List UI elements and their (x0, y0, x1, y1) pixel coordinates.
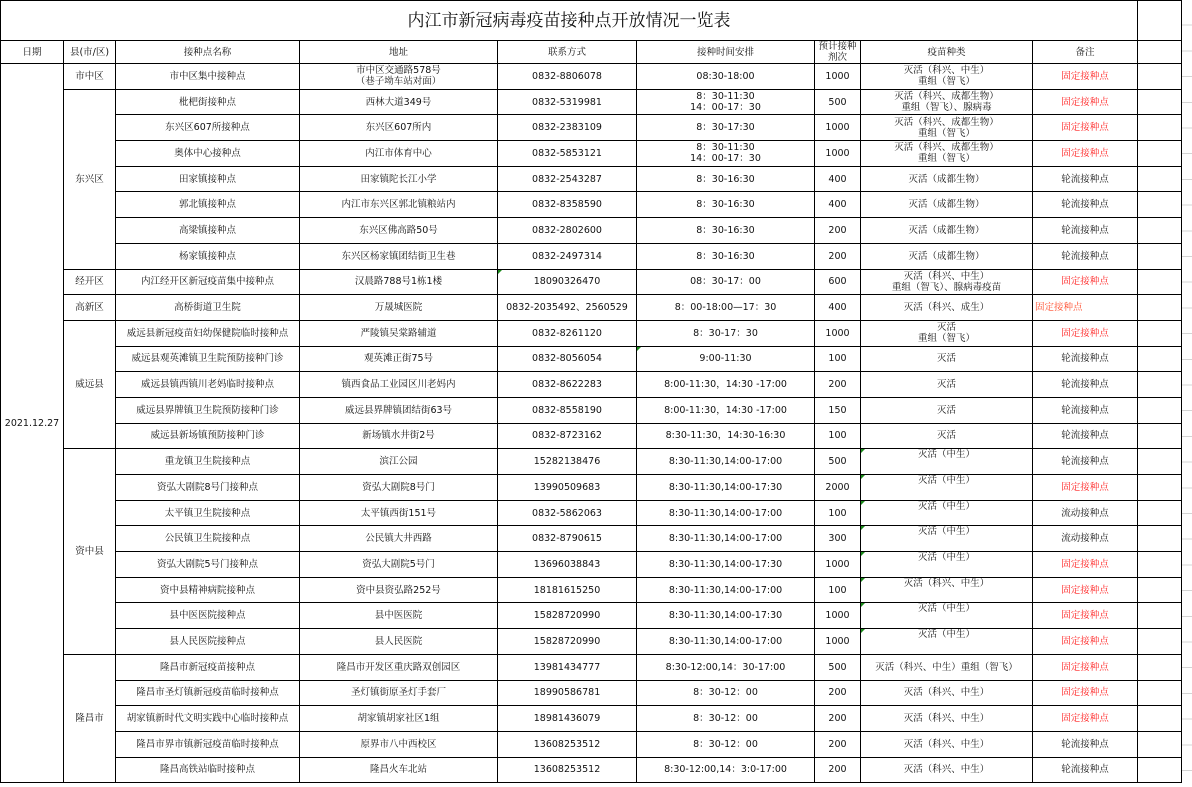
note-cell[interactable]: 轮流接种点 (1033, 731, 1138, 757)
site-name-cell[interactable]: 东兴区607所接种点 (116, 115, 300, 141)
phone-cell[interactable]: 18090326470 (498, 269, 637, 295)
schedule-cell[interactable]: 8：30-11:30 14：00-17：30 (637, 141, 815, 167)
note-cell[interactable]: 固定接种点 (1033, 577, 1138, 603)
empty-cell[interactable] (1138, 346, 1182, 372)
note-cell[interactable]: 轮流接种点 (1033, 166, 1138, 192)
doses-cell[interactable]: 1000 (815, 629, 861, 655)
address-cell[interactable]: 新场镇水井街2号 (300, 423, 498, 449)
empty-cell[interactable] (1138, 295, 1182, 321)
note-cell[interactable]: 固定接种点 (1033, 680, 1138, 706)
header-row (1, 41, 1182, 64)
vaccine-type-cell[interactable]: 灭活 (861, 372, 1033, 398)
empty-cell[interactable] (1138, 166, 1182, 192)
vaccine-type-cell[interactable]: 灭活（科兴、成都生物） 重组（智飞） (861, 115, 1033, 141)
site-name-cell[interactable]: 隆昌市圣灯镇新冠疫苗临时接种点 (116, 680, 300, 706)
note-cell[interactable]: 轮流接种点 (1033, 243, 1138, 269)
sheet-gridlines (1181, 0, 1192, 787)
note-cell[interactable]: 固定接种点 (1033, 603, 1138, 629)
address-cell[interactable]: 严陵镇吴棠路辅道 (300, 320, 498, 346)
vaccine-type-cell[interactable]: 灭活（科兴、中生） (861, 757, 1033, 783)
doses-cell[interactable]: 600 (815, 269, 861, 295)
note-cell[interactable]: 固定接种点 (1033, 706, 1138, 732)
vaccine-type-cell[interactable]: 灭活（成都生物） (861, 166, 1033, 192)
doses-cell[interactable]: 1000 (815, 320, 861, 346)
address-cell[interactable]: 镇西食品工业园区川老妈内 (300, 372, 498, 398)
address-cell[interactable]: 威远县界牌镇团结街63号 (300, 397, 498, 423)
schedule-cell[interactable]: 8：30-16:30 (637, 166, 815, 192)
schedule-cell[interactable]: 8：30-12：00 (637, 731, 815, 757)
title-row (1, 1, 1182, 41)
doses-cell[interactable]: 400 (815, 166, 861, 192)
phone-cell[interactable]: 0832-8358590 (498, 192, 637, 218)
site-name-cell[interactable]: 奥体中心接种点 (116, 141, 300, 167)
doses-cell[interactable]: 500 (815, 449, 861, 475)
schedule-cell[interactable]: 8:30-11:30，14:30-16:30 (637, 423, 815, 449)
vaccine-type-cell[interactable]: 灭活（中生） (861, 449, 1033, 475)
site-name-cell[interactable]: 威远县新场镇预防接种门诊 (116, 423, 300, 449)
phone-cell[interactable]: 0832-8723162 (498, 423, 637, 449)
table-row (1, 500, 1182, 526)
schedule-cell[interactable]: 8:30-11:30,14:00-17:00 (637, 526, 815, 552)
table-row (1, 141, 1182, 167)
site-name-cell[interactable]: 威远县新冠疫苗妇幼保健院临时接种点 (116, 320, 300, 346)
doses-cell[interactable]: 400 (815, 192, 861, 218)
doses-cell[interactable]: 200 (815, 731, 861, 757)
note-cell[interactable]: 轮流接种点 (1033, 346, 1138, 372)
note-cell[interactable]: 固定接种点 (1033, 295, 1138, 321)
site-name-cell[interactable]: 胡家镇新时代文明实践中心临时接种点 (116, 706, 300, 732)
table-row (1, 577, 1182, 603)
vaccine-type-cell[interactable]: 灭活（科兴、中生） (861, 680, 1033, 706)
vaccine-type-cell[interactable]: 灭活（中生） (861, 500, 1033, 526)
site-name-cell[interactable]: 县中医医院接种点 (116, 603, 300, 629)
site-name-cell[interactable]: 隆昌市界市镇新冠疫苗临时接种点 (116, 731, 300, 757)
site-name-cell[interactable]: 资弘大剧院8号门接种点 (116, 475, 300, 501)
vaccine-type-cell[interactable]: 灭活 (861, 346, 1033, 372)
site-name-cell[interactable]: 内江经开区新冠疫苗集中接种点 (116, 269, 300, 295)
schedule-cell[interactable]: 8：30-16:30 (637, 243, 815, 269)
site-name-cell[interactable]: 隆昌高铁站临时接种点 (116, 757, 300, 783)
vaccine-type-cell[interactable]: 灭活（科兴、成都生物） 重组（智飞） (861, 141, 1033, 167)
table-row (1, 320, 1182, 346)
note-cell[interactable]: 轮流接种点 (1033, 757, 1138, 783)
site-name-cell[interactable]: 市中区集中接种点 (116, 64, 300, 90)
district-cell[interactable]: 资中县 (64, 449, 116, 655)
doses-cell[interactable]: 200 (815, 372, 861, 398)
vaccine-type-cell[interactable]: 灭活（科兴、中生） 重组（智飞）、腺病毒疫苗 (861, 269, 1033, 295)
note-cell[interactable]: 固定接种点 (1033, 552, 1138, 578)
site-name-cell[interactable]: 公民镇卫生院接种点 (116, 526, 300, 552)
address-cell[interactable]: 东兴区607所内 (300, 115, 498, 141)
vaccine-type-cell[interactable]: 灭活（成都生物） (861, 192, 1033, 218)
vaccine-type-cell[interactable]: 灭活（科兴、成生） (861, 295, 1033, 321)
schedule-cell[interactable]: 8：30-11:30 14：00-17：30 (637, 89, 815, 115)
vaccine-type-cell[interactable]: 灭活 (861, 423, 1033, 449)
schedule-cell[interactable]: 8：30-17：30 (637, 320, 815, 346)
vaccine-type-cell[interactable]: 灭活（科兴、中生）重组（智飞） (861, 654, 1033, 680)
table-row (1, 397, 1182, 423)
note-cell[interactable]: 轮流接种点 (1033, 218, 1138, 244)
empty-cell[interactable] (1138, 731, 1182, 757)
schedule-cell[interactable]: 8:30-11:30,14:00-17:30 (637, 475, 815, 501)
doses-cell[interactable]: 200 (815, 680, 861, 706)
phone-cell[interactable]: 13608253512 (498, 757, 637, 783)
address-cell[interactable]: 内江市体育中心 (300, 141, 498, 167)
address-cell[interactable]: 市中区交通路578号 （巷子坳车站对面） (300, 64, 498, 90)
note-cell[interactable]: 轮流接种点 (1033, 423, 1138, 449)
empty-cell[interactable] (1138, 500, 1182, 526)
header-district[interactable]: 县(市/区) (64, 41, 116, 64)
site-name-cell[interactable]: 资弘大剧院5号门接种点 (116, 552, 300, 578)
phone-cell[interactable]: 0832-5319981 (498, 89, 637, 115)
page-title: 内江市新冠病毒疫苗接种点开放情况一览表 (1, 1, 1138, 41)
address-cell[interactable]: 田家镇陀长江小学 (300, 166, 498, 192)
address-cell[interactable]: 太平镇西街151号 (300, 500, 498, 526)
note-cell[interactable]: 轮流接种点 (1033, 372, 1138, 398)
doses-cell[interactable]: 500 (815, 654, 861, 680)
note-cell[interactable]: 固定接种点 (1033, 141, 1138, 167)
vaccine-type-cell[interactable]: 灭活（科兴、中生） (861, 706, 1033, 732)
header-phone[interactable]: 联系方式 (498, 41, 637, 64)
address-cell[interactable]: 西林大道349号 (300, 89, 498, 115)
table-row (1, 115, 1182, 141)
table-row (1, 757, 1182, 783)
doses-cell[interactable]: 1000 (815, 552, 861, 578)
vaccine-type-cell[interactable]: 灭活（科兴、中生） 重组（智飞） (861, 64, 1033, 90)
vaccine-type-cell[interactable]: 灭活（中生） (861, 552, 1033, 578)
phone-cell[interactable]: 13608253512 (498, 731, 637, 757)
empty-cell[interactable] (1138, 64, 1182, 90)
doses-cell[interactable]: 1000 (815, 603, 861, 629)
header-note[interactable]: 备注 (1033, 41, 1138, 64)
vaccine-type-cell[interactable]: 灭活（中生） (861, 629, 1033, 655)
note-cell[interactable]: 轮流接种点 (1033, 449, 1138, 475)
schedule-cell[interactable]: 8：30-12：00 (637, 680, 815, 706)
empty-cell[interactable] (1138, 1, 1182, 41)
phone-cell[interactable]: 15828720990 (498, 629, 637, 655)
vaccine-type-cell[interactable]: 灭活（科兴、中生） (861, 577, 1033, 603)
schedule-cell[interactable]: 8:30-12:00,14：3:0-17:00 (637, 757, 815, 783)
empty-cell[interactable] (1138, 243, 1182, 269)
schedule-cell[interactable]: 8:30-11:30,14:00-17:00 (637, 449, 815, 475)
doses-cell[interactable]: 100 (815, 577, 861, 603)
empty-cell[interactable] (1138, 423, 1182, 449)
table-row (1, 243, 1182, 269)
header-schedule[interactable]: 接种时间安排 (637, 41, 815, 64)
schedule-cell[interactable]: 8:00-11:30，14:30 -17:00 (637, 397, 815, 423)
schedule-cell[interactable]: 8:30-11:30,14:00-17:00 (637, 500, 815, 526)
phone-cell[interactable]: 0832-5853121 (498, 141, 637, 167)
table-row (1, 475, 1182, 501)
date-cell[interactable]: 2021.12.27 (1, 64, 64, 783)
empty-cell[interactable] (1138, 475, 1182, 501)
doses-cell[interactable]: 200 (815, 757, 861, 783)
vaccine-type-cell[interactable]: 灭活（中生） (861, 603, 1033, 629)
phone-cell[interactable]: 0832-2543287 (498, 166, 637, 192)
doses-cell[interactable]: 200 (815, 218, 861, 244)
table-row (1, 346, 1182, 372)
phone-cell[interactable]: 0832-8261120 (498, 320, 637, 346)
phone-cell[interactable]: 18990586781 (498, 680, 637, 706)
vaccine-type-cell[interactable]: 灭活（科兴、中生） (861, 731, 1033, 757)
note-cell[interactable]: 固定接种点 (1033, 64, 1138, 90)
header-vaccine-type[interactable]: 疫苗种类 (861, 41, 1033, 64)
site-name-cell[interactable]: 田家镇接种点 (116, 166, 300, 192)
site-name-cell[interactable]: 高桥街道卫生院 (116, 295, 300, 321)
schedule-cell[interactable]: 8：30-16:30 (637, 192, 815, 218)
empty-cell[interactable] (1138, 526, 1182, 552)
address-cell[interactable]: 内江市东兴区郭北镇粮站内 (300, 192, 498, 218)
vaccine-type-cell[interactable]: 灭活（成都生物） (861, 218, 1033, 244)
phone-cell[interactable]: 18981436079 (498, 706, 637, 732)
empty-cell[interactable] (1138, 680, 1182, 706)
site-name-cell[interactable]: 郭北镇接种点 (116, 192, 300, 218)
schedule-cell[interactable]: 8:30-11:30,14:00-17:30 (637, 603, 815, 629)
phone-cell[interactable]: 15282138476 (498, 449, 637, 475)
table-row (1, 166, 1182, 192)
schedule-cell[interactable]: 8:30-12:00,14：30-17:00 (637, 654, 815, 680)
note-cell[interactable]: 轮流接种点 (1033, 192, 1138, 218)
table-row (1, 64, 1182, 90)
table-row (1, 423, 1182, 449)
schedule-cell[interactable]: 8：30-12：00 (637, 706, 815, 732)
empty-cell[interactable] (1138, 115, 1182, 141)
site-name-cell[interactable]: 县人民医院接种点 (116, 629, 300, 655)
site-name-cell[interactable]: 资中县精神病院接种点 (116, 577, 300, 603)
address-cell[interactable]: 东兴区杨家镇团结街卫生巷 (300, 243, 498, 269)
site-name-cell[interactable]: 太平镇卫生院接种点 (116, 500, 300, 526)
empty-cell[interactable] (1138, 41, 1182, 64)
address-cell[interactable]: 万晟城医院 (300, 295, 498, 321)
district-cell[interactable]: 隆昌市 (64, 654, 116, 782)
doses-cell[interactable]: 1000 (815, 64, 861, 90)
phone-cell[interactable]: 13981434777 (498, 654, 637, 680)
table-row (1, 449, 1182, 475)
phone-cell[interactable]: 0832-2383109 (498, 115, 637, 141)
phone-cell[interactable]: 0832-8558190 (498, 397, 637, 423)
schedule-cell[interactable]: 8:30-11:30,14:00-17:00 (637, 629, 815, 655)
note-cell[interactable]: 流动接种点 (1033, 526, 1138, 552)
table-row (1, 526, 1182, 552)
doses-cell[interactable]: 100 (815, 423, 861, 449)
schedule-cell[interactable]: 08：30-17：00 (637, 269, 815, 295)
empty-cell[interactable] (1138, 397, 1182, 423)
address-cell[interactable]: 资中县资弘路252号 (300, 577, 498, 603)
empty-cell[interactable] (1138, 706, 1182, 732)
phone-cell[interactable]: 18181615250 (498, 577, 637, 603)
schedule-cell[interactable]: 8：30-16:30 (637, 218, 815, 244)
table-row (1, 603, 1182, 629)
schedule-cell[interactable]: 9:00-11:30 (637, 346, 815, 372)
address-cell[interactable]: 原界市八中西校区 (300, 731, 498, 757)
vaccine-type-cell[interactable]: 灭活（中生） (861, 475, 1033, 501)
address-cell[interactable]: 资弘大剧院8号门 (300, 475, 498, 501)
schedule-cell[interactable]: 8:30-11:30,14:00-17:00 (637, 577, 815, 603)
header-address[interactable]: 地址 (300, 41, 498, 64)
schedule-cell[interactable]: 08:30-18:00 (637, 64, 815, 90)
address-cell[interactable]: 县中医医院 (300, 603, 498, 629)
table-row (1, 269, 1182, 295)
empty-cell[interactable] (1138, 89, 1182, 115)
doses-cell[interactable]: 150 (815, 397, 861, 423)
district-cell[interactable]: 威远县 (64, 320, 116, 448)
district-cell[interactable]: 高新区 (64, 295, 116, 321)
empty-cell[interactable] (1138, 372, 1182, 398)
table-row (1, 552, 1182, 578)
address-cell[interactable]: 观英滩正街75号 (300, 346, 498, 372)
phone-cell[interactable]: 0832-8806078 (498, 64, 637, 90)
doses-cell[interactable]: 100 (815, 346, 861, 372)
table-row (1, 89, 1182, 115)
note-cell[interactable]: 固定接种点 (1033, 115, 1138, 141)
empty-cell[interactable] (1138, 141, 1182, 167)
empty-cell[interactable] (1138, 654, 1182, 680)
doses-cell[interactable]: 1000 (815, 115, 861, 141)
phone-cell[interactable]: 0832-8056054 (498, 346, 637, 372)
phone-cell[interactable]: 13696038843 (498, 552, 637, 578)
doses-cell[interactable]: 200 (815, 243, 861, 269)
doses-cell[interactable]: 100 (815, 500, 861, 526)
doses-cell[interactable]: 300 (815, 526, 861, 552)
schedule-cell[interactable]: 8:00-11:30，14:30 -17:00 (637, 372, 815, 398)
doses-cell[interactable]: 200 (815, 706, 861, 732)
note-cell[interactable]: 固定接种点 (1033, 320, 1138, 346)
doses-cell[interactable]: 2000 (815, 475, 861, 501)
doses-cell[interactable]: 400 (815, 295, 861, 321)
empty-cell[interactable] (1138, 218, 1182, 244)
address-cell[interactable]: 隆昌火车北站 (300, 757, 498, 783)
address-cell[interactable]: 县人民医院 (300, 629, 498, 655)
site-name-cell[interactable]: 威远县镇西镇川老妈临时接种点 (116, 372, 300, 398)
site-name-cell[interactable]: 杨家镇接种点 (116, 243, 300, 269)
note-cell[interactable]: 固定接种点 (1033, 89, 1138, 115)
site-name-cell[interactable]: 隆昌市新冠疫苗接种点 (116, 654, 300, 680)
phone-cell[interactable]: 0832-8622283 (498, 372, 637, 398)
site-name-cell[interactable]: 威远县界牌镇卫生院预防接种门诊 (116, 397, 300, 423)
site-name-cell[interactable]: 枇杷街接种点 (116, 89, 300, 115)
vaccine-type-cell[interactable]: 灭活（成都生物） (861, 243, 1033, 269)
site-name-cell[interactable]: 高梁镇接种点 (116, 218, 300, 244)
header-site-name[interactable]: 接种点名称 (116, 41, 300, 64)
address-cell[interactable]: 公民镇大井西路 (300, 526, 498, 552)
table-row (1, 295, 1182, 321)
empty-cell[interactable] (1138, 757, 1182, 783)
phone-cell[interactable]: 0832-8790615 (498, 526, 637, 552)
phone-cell[interactable]: 0832-2035492、2560529 (498, 295, 637, 321)
note-cell[interactable]: 固定接种点 (1033, 654, 1138, 680)
note-cell[interactable]: 固定接种点 (1033, 269, 1138, 295)
schedule-cell[interactable]: 8：30-17:30 (637, 115, 815, 141)
note-cell[interactable]: 流动接种点 (1033, 500, 1138, 526)
vaccine-type-cell[interactable]: 灭活 (861, 397, 1033, 423)
vaccine-type-cell[interactable]: 灭活 重组（智飞） (861, 320, 1033, 346)
doses-cell[interactable]: 500 (815, 89, 861, 115)
site-name-cell[interactable]: 重龙镇卫生院接种点 (116, 449, 300, 475)
empty-cell[interactable] (1138, 552, 1182, 578)
table-row (1, 706, 1182, 732)
note-cell[interactable]: 轮流接种点 (1033, 397, 1138, 423)
table-row (1, 629, 1182, 655)
phone-cell[interactable]: 0832-2802600 (498, 218, 637, 244)
address-cell[interactable]: 隆昌市开发区重庆路双创园区 (300, 654, 498, 680)
phone-cell[interactable]: 0832-5862063 (498, 500, 637, 526)
table-row (1, 192, 1182, 218)
table-row (1, 731, 1182, 757)
empty-cell[interactable] (1138, 577, 1182, 603)
note-cell[interactable]: 固定接种点 (1033, 629, 1138, 655)
empty-cell[interactable] (1138, 192, 1182, 218)
address-cell[interactable]: 圣灯镇街原圣灯手套厂 (300, 680, 498, 706)
note-cell[interactable]: 固定接种点 (1033, 475, 1138, 501)
empty-cell[interactable] (1138, 603, 1182, 629)
doses-cell[interactable]: 1000 (815, 141, 861, 167)
phone-cell[interactable]: 13990509683 (498, 475, 637, 501)
address-cell[interactable]: 资弘大剧院5号门 (300, 552, 498, 578)
phone-cell[interactable]: 0832-2497314 (498, 243, 637, 269)
schedule-cell[interactable]: 8:30-11:30,14:00-17:30 (637, 552, 815, 578)
table-row (1, 654, 1182, 680)
header-doses[interactable]: 预计接种剂次 (815, 41, 861, 64)
phone-cell[interactable]: 15828720990 (498, 603, 637, 629)
address-cell[interactable]: 胡家镇胡家社区1组 (300, 706, 498, 732)
empty-cell[interactable] (1138, 629, 1182, 655)
empty-cell[interactable] (1138, 269, 1182, 295)
address-cell[interactable]: 东兴区佛高路50号 (300, 218, 498, 244)
empty-cell[interactable] (1138, 449, 1182, 475)
district-cell[interactable]: 市中区 (64, 64, 116, 90)
table-row (1, 372, 1182, 398)
address-cell[interactable]: 滨江公园 (300, 449, 498, 475)
address-cell[interactable]: 汉晨路788号1栋1楼 (300, 269, 498, 295)
site-name-cell[interactable]: 威远县观英滩镇卫生院预防接种门诊 (116, 346, 300, 372)
header-date[interactable]: 日期 (1, 41, 64, 64)
schedule-cell[interactable]: 8：00-18:00—17：30 (637, 295, 815, 321)
empty-cell[interactable] (1138, 320, 1182, 346)
district-cell[interactable]: 经开区 (64, 269, 116, 295)
vaccine-type-cell[interactable]: 灭活（科兴、成都生物） 重组（智飞）、腺病毒 (861, 89, 1033, 115)
table-row (1, 680, 1182, 706)
district-cell[interactable]: 东兴区 (64, 89, 116, 269)
vaccine-type-cell[interactable]: 灭活（中生） (861, 526, 1033, 552)
table-row (1, 218, 1182, 244)
